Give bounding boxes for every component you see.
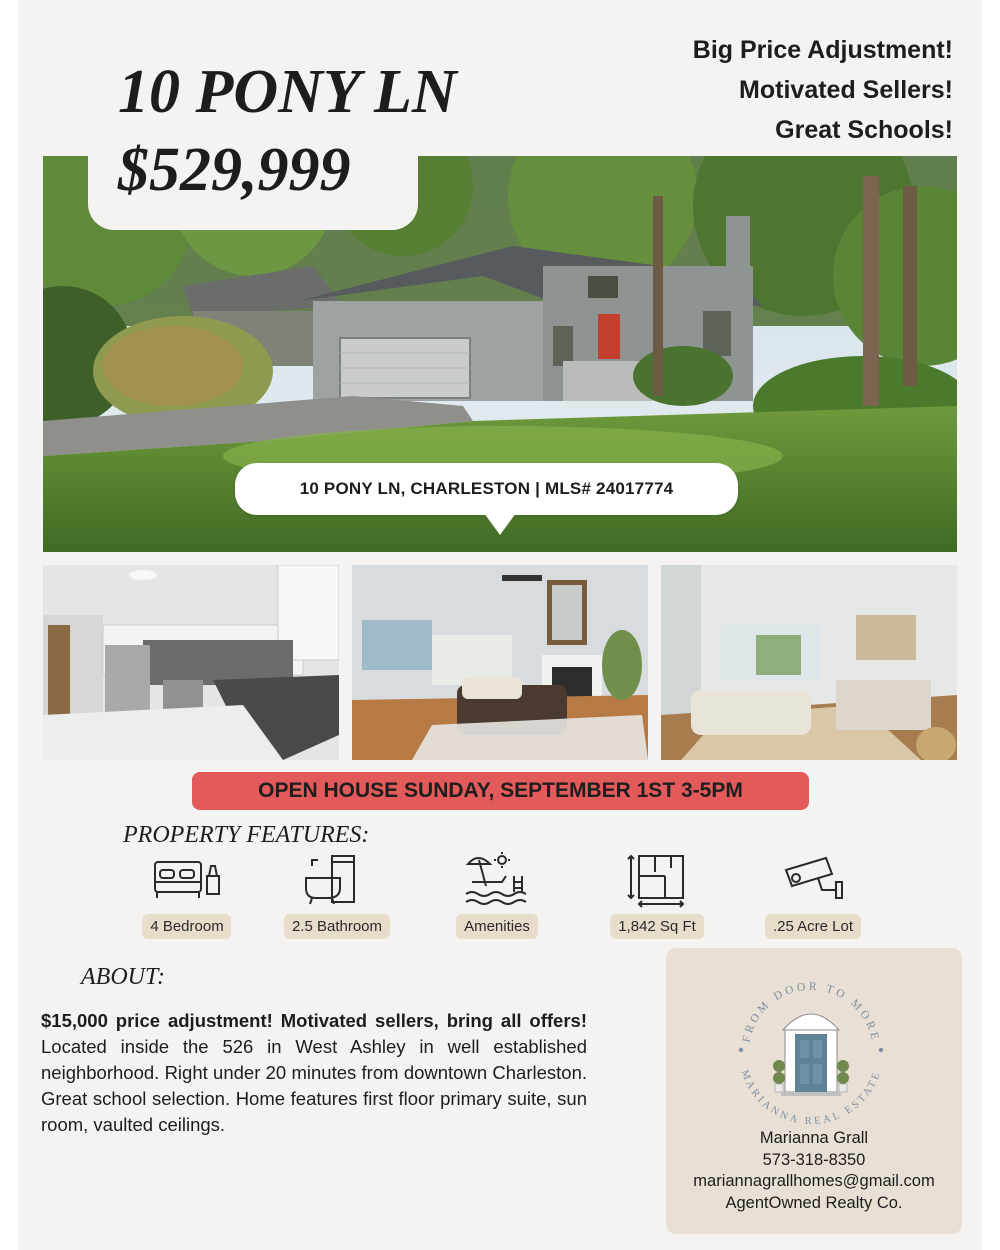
feature-label: Amenities <box>456 914 538 939</box>
feature-lot-size <box>748 850 878 942</box>
feature-amenities <box>432 850 562 942</box>
open-house-banner: OPEN HOUSE SUNDAY, SEPTEMBER 1ST 3-5PM <box>192 772 809 810</box>
agent-name: Marianna Grall <box>759 1129 869 1147</box>
listing-price: $529,999 <box>118 136 351 204</box>
security-camera-icon <box>778 852 848 908</box>
listing-street: 10 PONY LN <box>118 58 457 126</box>
bed-icon <box>147 852 227 908</box>
pool-icon <box>462 852 532 908</box>
feature-label: .25 Acre Lot <box>765 914 861 939</box>
brand-logo <box>721 960 901 1140</box>
floorplan-icon <box>625 852 689 908</box>
bathtub-icon <box>302 852 372 908</box>
agent-info <box>666 1128 962 1214</box>
promo-line: Great Schools! <box>775 116 953 144</box>
promo-line: Big Price Adjustment! <box>692 36 953 64</box>
feature-label: 2.5 Bathroom <box>284 914 390 939</box>
feature-square-feet <box>592 850 722 942</box>
logo-bottom-text: MARIANNA REAL ESTATE <box>738 1068 884 1128</box>
feature-label: 1,842 Sq Ft <box>610 914 704 939</box>
features-title: PROPERTY FEATURES: <box>123 822 370 848</box>
feature-bathrooms <box>272 850 402 942</box>
sunroom-photo <box>661 565 957 760</box>
about-lead: $15,000 price adjustment! Motivated sellers, bring all offers! <box>41 1010 587 1031</box>
kitchen-photo <box>43 565 339 760</box>
agent-card <box>666 948 962 1234</box>
agent-brokerage: AgentOwned Realty Co. <box>725 1193 903 1212</box>
promo-line: Motivated Sellers! <box>739 76 953 104</box>
agent-email[interactable]: mariannagrallhomes@gmail.com <box>693 1172 935 1190</box>
address-pointer <box>484 513 516 535</box>
about-text <box>41 1008 587 1138</box>
feature-bedrooms <box>122 850 252 942</box>
address-label: 10 PONY LN, CHARLESTON | MLS# 24017774 <box>235 463 738 515</box>
about-title: ABOUT: <box>81 964 165 990</box>
about-body: Located inside the 526 in West Ashley in well established neighborhood. Right under 20 minutes from downtown Charleston. Great school selection. Home features first floor primary suite, sun room, vaulted ceilings. <box>41 1036 587 1135</box>
living-room-photo <box>352 565 648 760</box>
promo-lines <box>693 30 953 150</box>
agent-phone[interactable]: 573-318-8350 <box>762 1150 866 1169</box>
logo-top-text: FROM DOOR TO MORE <box>740 980 882 1044</box>
feature-label: 4 Bedroom <box>142 914 231 939</box>
